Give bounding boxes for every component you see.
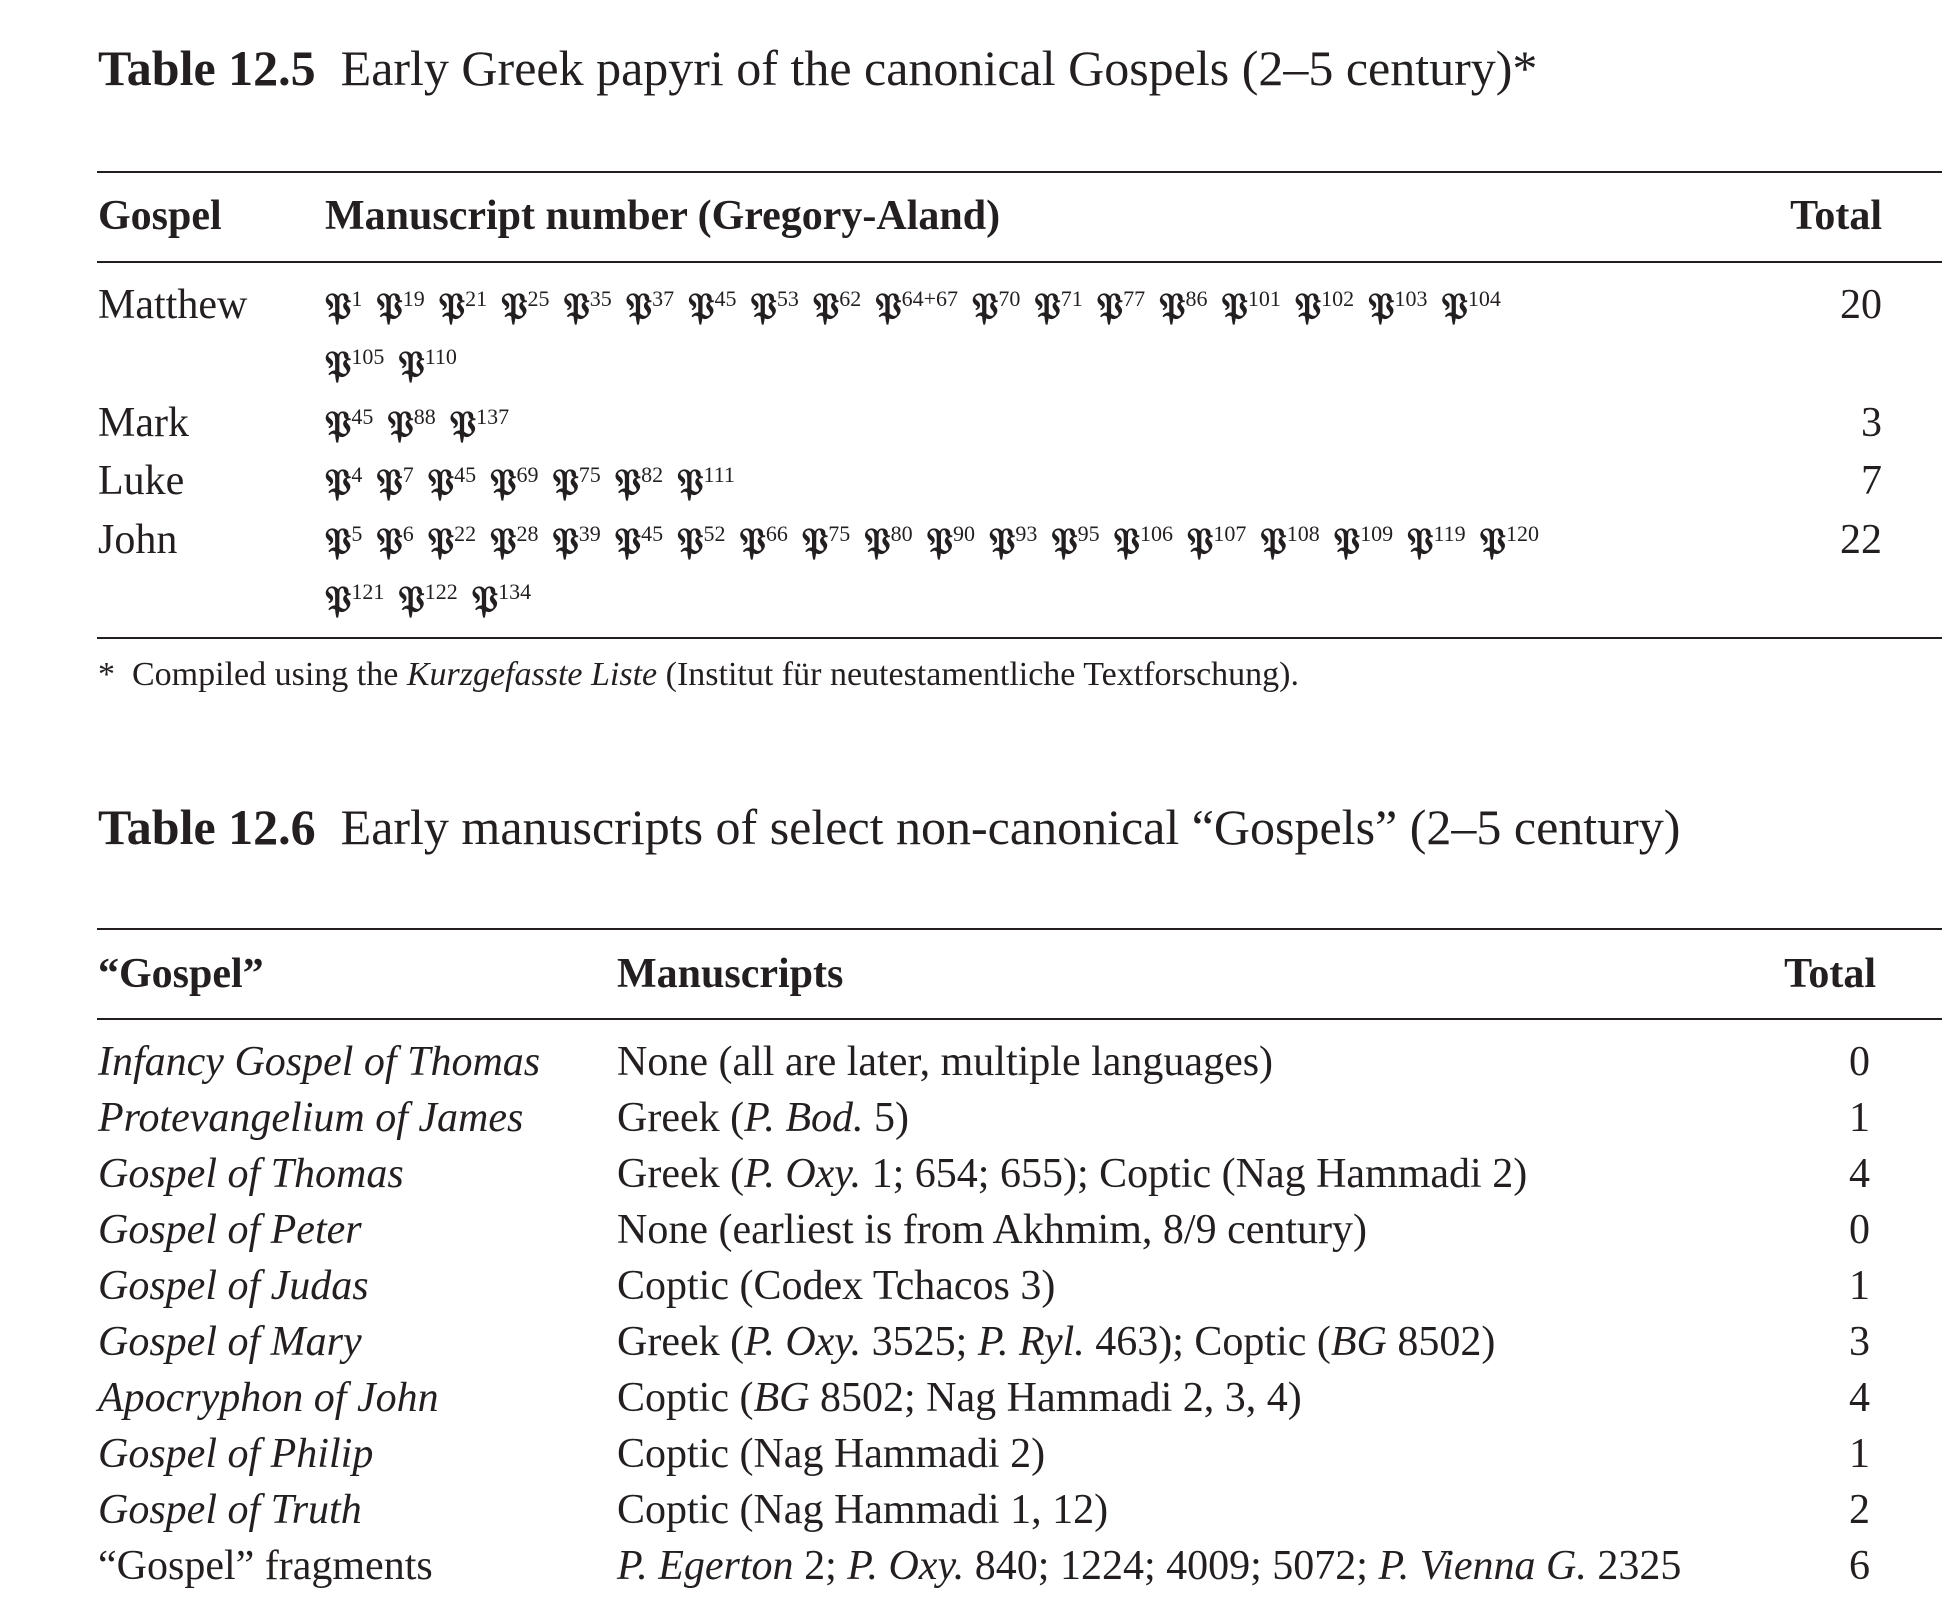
- table1-gospel-cell: John: [98, 517, 178, 563]
- papyrus-siglum: [1114, 513, 1173, 571]
- papyrus-symbol: 𝔓: [376, 519, 403, 563]
- papyrus-siglum: [439, 278, 487, 336]
- papyrus-symbol: 𝔓: [563, 284, 590, 328]
- manuscript-text: BG: [1330, 1319, 1387, 1365]
- papyrus-symbol: 𝔓: [688, 284, 715, 328]
- papyrus-symbol: 𝔓: [1113, 519, 1141, 563]
- papyrus-number: 5: [351, 521, 363, 546]
- papyrus-number: 45: [351, 404, 374, 429]
- papyrus-symbol: 𝔓: [1159, 284, 1186, 328]
- papyrus-siglum: [552, 513, 600, 571]
- papyrus-symbol: 𝔓: [501, 284, 528, 328]
- papyrus-number: 19: [402, 286, 425, 311]
- papyrus-symbol: 𝔓: [552, 460, 579, 504]
- papyrus-number: 90: [952, 521, 975, 546]
- footnote-text-pre: Compiled using the: [132, 656, 407, 693]
- table2-total-cell: 6: [1849, 1543, 1870, 1589]
- papyrus-symbol: 𝔓: [438, 284, 466, 328]
- papyrus-symbol: 𝔓: [677, 519, 704, 563]
- papyrus-number: 107: [1213, 521, 1247, 546]
- papyrus-number: 105: [351, 344, 385, 369]
- table1-manuscripts-cell: [325, 396, 1755, 454]
- papyrus-siglum: [325, 278, 362, 336]
- manuscript-text: None (all are later, multiple languages): [617, 1039, 1274, 1085]
- papyrus-siglum: [376, 278, 424, 336]
- table2-total-cell: 4: [1849, 1375, 1870, 1421]
- manuscript-text: P. Ryl.: [977, 1319, 1085, 1365]
- manuscript-text: Coptic (Nag Hammadi 1, 12): [617, 1487, 1109, 1533]
- papyrus-siglum: [688, 278, 736, 336]
- papyrus-siglum: [490, 454, 538, 512]
- papyrus-symbol: 𝔓: [1096, 284, 1124, 328]
- manuscript-line: [325, 454, 1755, 512]
- papyrus-siglum: [325, 571, 384, 629]
- table2-manuscripts-cell: [617, 1482, 1108, 1538]
- papyrus-siglum: [450, 396, 509, 454]
- papyrus-number: 62: [839, 286, 862, 311]
- table1-header-gospel: Gospel: [98, 193, 222, 239]
- papyrus-symbol: 𝔓: [739, 519, 766, 563]
- papyrus-symbol: 𝔓: [1187, 519, 1214, 563]
- table1-footnote: [98, 656, 1299, 694]
- papyrus-number: 121: [351, 579, 385, 604]
- manuscript-text: P. Oxy.: [744, 1151, 862, 1197]
- papyrus-number: 134: [498, 579, 532, 604]
- table2-total-cell: 1: [1849, 1095, 1870, 1141]
- manuscript-text: 5): [863, 1095, 909, 1141]
- papyrus-number: 75: [578, 462, 601, 487]
- papyrus-symbol: 𝔓: [325, 460, 352, 504]
- papyrus-symbol: 𝔓: [614, 460, 642, 504]
- papyrus-siglum: [1051, 513, 1099, 571]
- papyrus-siglum: [751, 278, 799, 336]
- papyrus-symbol: 𝔓: [1294, 284, 1322, 328]
- papyrus-number: 71: [1060, 286, 1083, 311]
- papyrus-symbol: 𝔓: [875, 284, 902, 328]
- papyrus-siglum: [1221, 278, 1280, 336]
- papyrus-number: 28: [516, 521, 539, 546]
- table2-manuscripts-cell: [617, 1314, 1495, 1370]
- papyrus-number: 103: [1394, 286, 1428, 311]
- papyrus-symbol: 𝔓: [325, 577, 352, 621]
- table2-caption: [98, 797, 1680, 857]
- papyrus-number: 95: [1077, 521, 1100, 546]
- papyrus-siglum: [989, 513, 1037, 571]
- papyrus-number: 4: [351, 462, 363, 487]
- table1-manuscripts-cell: [325, 278, 1755, 394]
- papyrus-number: 106: [1140, 521, 1174, 546]
- papyrus-siglum: [398, 571, 457, 629]
- papyrus-siglum: [563, 278, 611, 336]
- papyrus-number: 119: [1433, 521, 1466, 546]
- papyrus-siglum: [428, 454, 476, 512]
- papyrus-siglum: [626, 278, 674, 336]
- table1-bottom-rule: [97, 637, 1942, 639]
- papyrus-siglum: [387, 396, 435, 454]
- table1-top-rule: [97, 171, 1942, 173]
- papyrus-siglum: [864, 513, 912, 571]
- papyrus-symbol: 𝔓: [677, 460, 704, 504]
- papyrus-siglum: [472, 571, 531, 629]
- manuscript-text: Coptic (: [617, 1375, 754, 1421]
- papyrus-symbol: 𝔓: [864, 519, 891, 563]
- footnote-marker: *: [98, 656, 115, 693]
- manuscript-line: [325, 396, 1755, 454]
- papyrus-number: 88: [413, 404, 436, 429]
- papyrus-symbol: 𝔓: [325, 402, 352, 446]
- table2-gospel-cell: Gospel of Philip: [98, 1431, 374, 1477]
- papyrus-siglum: [1034, 278, 1082, 336]
- papyrus-number: 6: [402, 521, 414, 546]
- table1-manuscripts-cell: [325, 454, 1755, 512]
- table2-manuscripts-cell: [617, 1202, 1367, 1258]
- papyrus-number: 45: [714, 286, 737, 311]
- papyrus-number: 93: [1015, 521, 1038, 546]
- table1-manuscripts-cell: [325, 513, 1755, 629]
- papyrus-symbol: 𝔓: [325, 342, 352, 386]
- papyrus-symbol: 𝔓: [972, 284, 999, 328]
- papyrus-symbol: 𝔓: [750, 284, 777, 328]
- papyrus-symbol: 𝔓: [1034, 284, 1061, 328]
- papyrus-number: 1: [351, 286, 363, 311]
- papyrus-siglum: [376, 513, 413, 571]
- table1-gospel-cell: Mark: [98, 400, 189, 446]
- papyrus-symbol: 𝔓: [387, 402, 414, 446]
- papyrus-symbol: 𝔓: [427, 519, 455, 563]
- table1-header-manuscripts: Manuscript number (Gregory-Aland): [325, 193, 1001, 239]
- papyrus-number: 64+67: [901, 286, 959, 311]
- papyrus-siglum: [376, 454, 413, 512]
- table2-header-total: Total: [1784, 951, 1876, 997]
- manuscript-text: Coptic (Codex Tchacos 3): [617, 1263, 1056, 1309]
- papyrus-symbol: 𝔓: [490, 460, 517, 504]
- papyrus-number: 53: [776, 286, 799, 311]
- papyrus-number: 102: [1321, 286, 1355, 311]
- papyrus-symbol: 𝔓: [398, 577, 425, 621]
- table2-total-cell: 1: [1849, 1263, 1870, 1309]
- table1-caption: [98, 38, 1537, 98]
- footnote-text-italic: Kurzgefasste Liste: [406, 656, 658, 693]
- table2-manuscripts-cell: [617, 1538, 1681, 1594]
- papyrus-number: 137: [476, 404, 510, 429]
- papyrus-number: 75: [828, 521, 851, 546]
- manuscript-text: P. Vienna G.: [1378, 1543, 1587, 1589]
- table2-total-cell: 2: [1849, 1487, 1870, 1533]
- papyrus-symbol: 𝔓: [552, 519, 579, 563]
- table1-title: Early Greek papyri of the canonical Gospels (2–5 century)*: [340, 40, 1538, 96]
- papyrus-siglum: [1334, 513, 1393, 571]
- table2-top-rule: [97, 928, 1942, 930]
- table2-total-cell: 0: [1849, 1039, 1870, 1085]
- table2-manuscripts-cell: [617, 1370, 1302, 1426]
- table2-header-gospel: “Gospel”: [98, 951, 264, 997]
- papyrus-siglum: [490, 513, 538, 571]
- manuscript-line: [325, 278, 1755, 336]
- papyrus-siglum: [875, 278, 958, 336]
- papyrus-number: 104: [1467, 286, 1501, 311]
- papyrus-number: 45: [454, 462, 477, 487]
- table2-manuscripts-cell: [617, 1146, 1527, 1202]
- manuscript-text: 463); Coptic (: [1084, 1319, 1331, 1365]
- papyrus-siglum: [325, 513, 362, 571]
- manuscript-text: Greek (: [617, 1319, 745, 1365]
- papyrus-siglum: [1480, 513, 1539, 571]
- manuscript-text: 1; 654; 655); Coptic (Nag Hammadi 2): [861, 1151, 1528, 1197]
- papyrus-symbol: 𝔓: [614, 519, 642, 563]
- table1-label: Table 12.5: [98, 40, 316, 96]
- papyrus-siglum: [1187, 513, 1246, 571]
- papyrus-siglum: [677, 454, 735, 512]
- papyrus-number: 69: [516, 462, 539, 487]
- table2-gospel-cell: “Gospel” fragments: [98, 1543, 433, 1589]
- manuscript-text: Greek (: [617, 1095, 745, 1141]
- table2-title: Early manuscripts of select non-canonical “Gospels” (2–5 century): [340, 799, 1681, 855]
- papyrus-number: 66: [765, 521, 788, 546]
- papyrus-symbol: 𝔓: [1260, 519, 1287, 563]
- table1-total-cell: 22: [1840, 517, 1882, 563]
- papyrus-symbol: 𝔓: [812, 284, 840, 328]
- table2-gospel-cell: Gospel of Mary: [98, 1319, 362, 1365]
- table2-total-cell: 4: [1849, 1151, 1870, 1197]
- manuscript-text: P. Egerton: [617, 1543, 794, 1589]
- papyrus-siglum: [325, 454, 362, 512]
- table2-manuscripts-cell: [617, 1426, 1045, 1482]
- table2-gospel-cell: Gospel of Thomas: [98, 1151, 404, 1197]
- table2-total-cell: 0: [1849, 1207, 1870, 1253]
- papyrus-number: 86: [1185, 286, 1208, 311]
- papyrus-number: 109: [1360, 521, 1394, 546]
- papyrus-number: 45: [641, 521, 664, 546]
- papyrus-siglum: [972, 278, 1020, 336]
- table1-total-cell: 3: [1861, 400, 1882, 446]
- papyrus-siglum: [325, 336, 384, 394]
- papyrus-siglum: [398, 336, 457, 394]
- papyrus-number: 110: [424, 344, 457, 369]
- table2-total-cell: 3: [1849, 1319, 1870, 1365]
- manuscript-text: 8502): [1386, 1319, 1496, 1365]
- papyrus-number: 120: [1506, 521, 1540, 546]
- papyrus-symbol: 𝔓: [427, 460, 455, 504]
- papyrus-symbol: 𝔓: [376, 460, 403, 504]
- table2-manuscripts-cell: [617, 1090, 909, 1146]
- manuscript-text: None (earliest is from Akhmim, 8/9 century): [617, 1207, 1367, 1253]
- papyrus-siglum: [740, 513, 788, 571]
- footnote-text-post: (Institut für neutestamentliche Textforschung).: [657, 656, 1300, 693]
- papyrus-symbol: 𝔓: [398, 342, 425, 386]
- papyrus-siglum: [1097, 278, 1145, 336]
- papyrus-number: 7: [402, 462, 414, 487]
- papyrus-number: 52: [703, 521, 726, 546]
- table2-total-cell: 1: [1849, 1431, 1870, 1477]
- table2-manuscripts-cell: [617, 1258, 1055, 1314]
- papyrus-siglum: [1442, 278, 1501, 336]
- manuscript-text: 840; 1224; 4009; 5072;: [964, 1543, 1379, 1589]
- papyrus-number: 21: [465, 286, 488, 311]
- papyrus-number: 101: [1247, 286, 1281, 311]
- papyrus-symbol: 𝔓: [1407, 519, 1434, 563]
- papyrus-symbol: 𝔓: [325, 519, 352, 563]
- papyrus-symbol: 𝔓: [1333, 519, 1361, 563]
- table1-total-cell: 7: [1861, 458, 1882, 504]
- table1-total-cell: 20: [1840, 282, 1882, 328]
- manuscript-text: 2325: [1586, 1543, 1682, 1589]
- papyrus-siglum: [677, 513, 725, 571]
- manuscript-text: BG: [753, 1375, 810, 1421]
- papyrus-number: 25: [527, 286, 550, 311]
- manuscript-text: P. Oxy.: [744, 1319, 862, 1365]
- manuscript-line: [325, 513, 1755, 571]
- table2-gospel-cell: Gospel of Judas: [98, 1263, 369, 1309]
- papyrus-number: 108: [1286, 521, 1320, 546]
- papyrus-symbol: 𝔓: [1441, 284, 1468, 328]
- papyrus-symbol: 𝔓: [471, 577, 499, 621]
- papyrus-symbol: 𝔓: [1051, 519, 1078, 563]
- papyrus-number: 39: [578, 521, 601, 546]
- papyrus-symbol: 𝔓: [926, 519, 953, 563]
- manuscript-text: P. Bod.: [744, 1095, 864, 1141]
- manuscript-line: [325, 336, 1755, 394]
- table2-gospel-cell: Gospel of Truth: [98, 1487, 362, 1533]
- papyrus-symbol: 𝔓: [325, 284, 352, 328]
- papyrus-symbol: 𝔓: [376, 284, 403, 328]
- papyrus-symbol: 𝔓: [988, 519, 1016, 563]
- papyrus-siglum: [1295, 278, 1354, 336]
- papyrus-siglum: [1260, 513, 1319, 571]
- papyrus-number: 122: [424, 579, 458, 604]
- papyrus-siglum: [552, 454, 600, 512]
- papyrus-siglum: [615, 454, 663, 512]
- papyrus-siglum: [813, 278, 861, 336]
- papyrus-symbol: 𝔓: [449, 402, 477, 446]
- papyrus-siglum: [802, 513, 850, 571]
- papyrus-symbol: 𝔓: [490, 519, 517, 563]
- table1-gospel-cell: Matthew: [98, 282, 248, 328]
- papyrus-symbol: 𝔓: [1221, 284, 1248, 328]
- papyrus-number: 70: [998, 286, 1021, 311]
- papyrus-number: 82: [641, 462, 664, 487]
- papyrus-symbol: 𝔓: [1368, 284, 1395, 328]
- table2-gospel-cell: Protevangelium of James: [98, 1095, 524, 1141]
- manuscript-text: 3525;: [861, 1319, 978, 1365]
- table2-header-manuscripts: Manuscripts: [617, 951, 844, 997]
- papyrus-symbol: 𝔓: [625, 284, 653, 328]
- papyrus-number: 80: [890, 521, 913, 546]
- papyrus-siglum: [1368, 278, 1427, 336]
- table2-label: Table 12.6: [98, 799, 316, 855]
- papyrus-number: 111: [703, 462, 735, 487]
- table2-gospel-cell: Apocryphon of John: [98, 1375, 439, 1421]
- table2-gospel-cell: Infancy Gospel of Thomas: [98, 1039, 541, 1085]
- papyrus-siglum: [927, 513, 975, 571]
- manuscript-text: Greek (: [617, 1151, 745, 1197]
- manuscript-line: [325, 571, 1755, 629]
- manuscript-text: 8502; Nag Hammadi 2, 3, 4): [809, 1375, 1302, 1421]
- papyrus-symbol: 𝔓: [801, 519, 829, 563]
- table1-gospel-cell: Luke: [98, 458, 185, 504]
- papyrus-number: 35: [589, 286, 612, 311]
- manuscript-text: 2;: [793, 1543, 848, 1589]
- table2-header-rule: [97, 1018, 1942, 1020]
- table2-manuscripts-cell: [617, 1034, 1273, 1090]
- manuscript-text: P. Oxy.: [847, 1543, 965, 1589]
- table1-header-rule: [97, 261, 1942, 263]
- papyrus-siglum: [428, 513, 476, 571]
- papyrus-siglum: [1407, 513, 1466, 571]
- papyrus-symbol: 𝔓: [1479, 519, 1507, 563]
- papyrus-siglum: [1159, 278, 1207, 336]
- papyrus-number: 77: [1123, 286, 1146, 311]
- papyrus-number: 37: [652, 286, 675, 311]
- table1-header-total: Total: [1790, 193, 1882, 239]
- manuscript-text: Coptic (Nag Hammadi 2): [617, 1431, 1046, 1477]
- papyrus-siglum: [615, 513, 663, 571]
- table2-gospel-cell: Gospel of Peter: [98, 1207, 362, 1253]
- papyrus-number: 22: [454, 521, 477, 546]
- papyrus-siglum: [325, 396, 373, 454]
- papyrus-siglum: [501, 278, 549, 336]
